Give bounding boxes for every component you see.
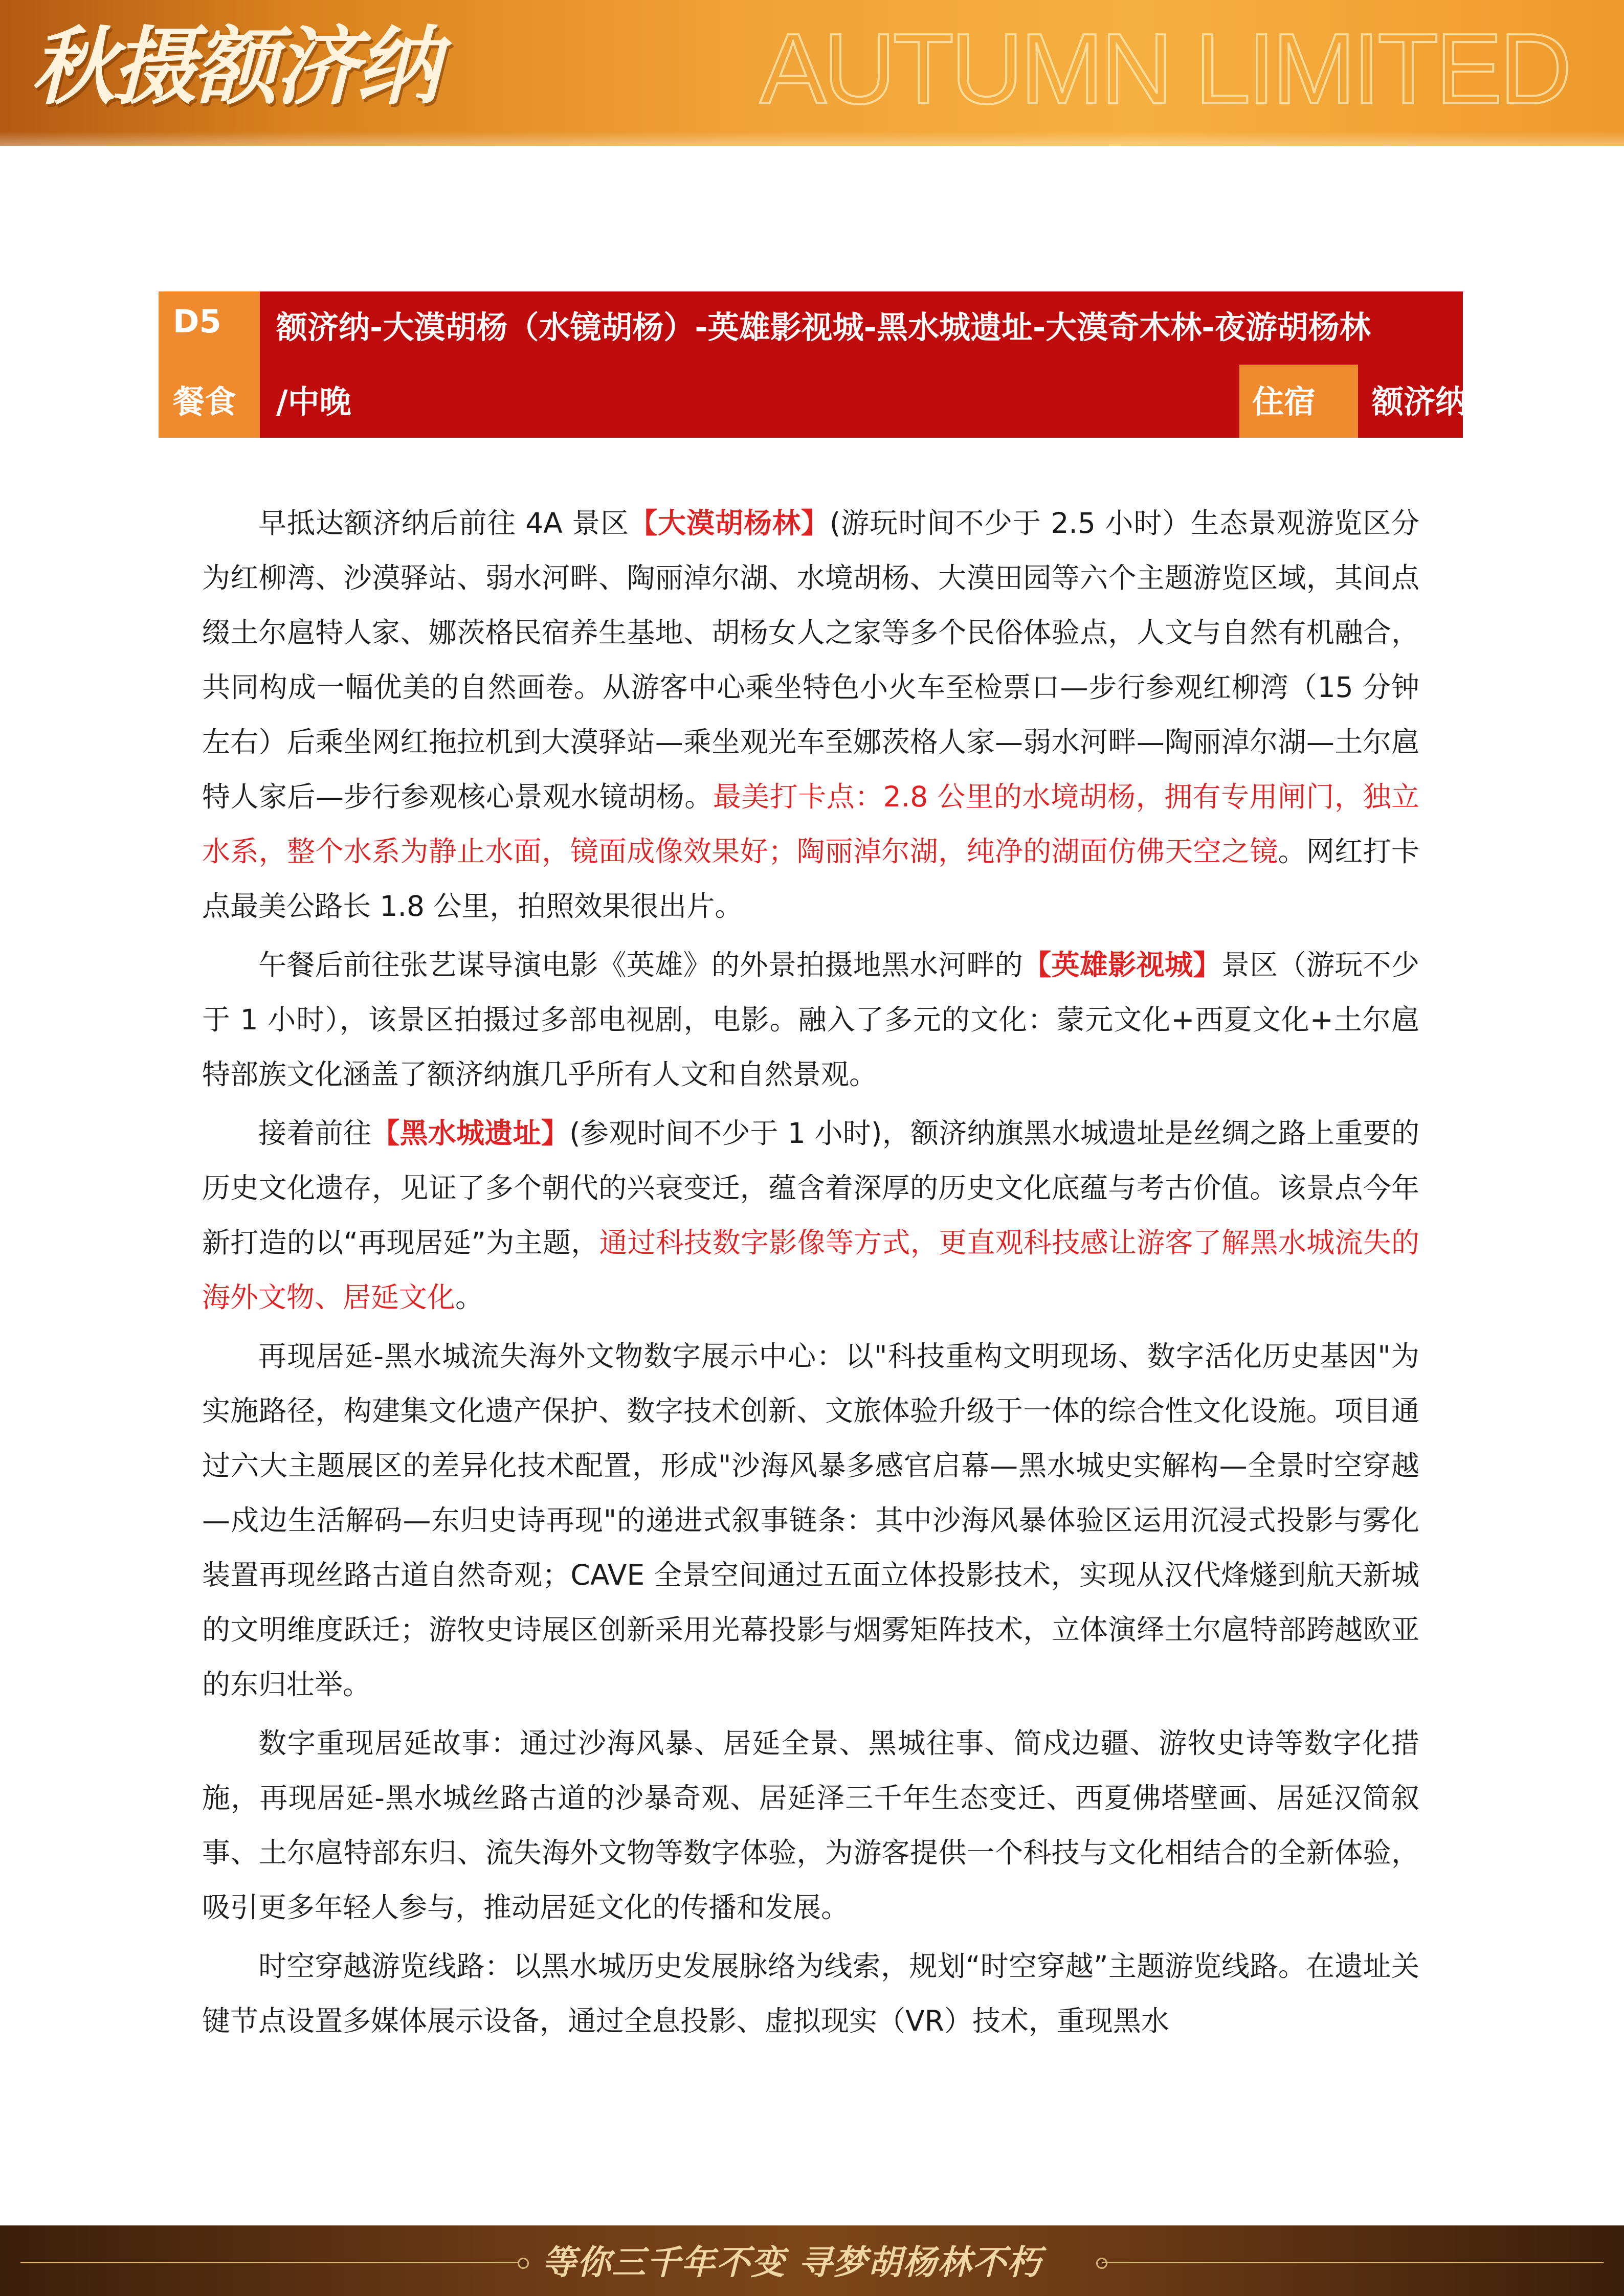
text-run: 。 [455,1281,484,1314]
highlight-text: 最美打卡点：2.8 公里的水境胡杨，拥有专用闸门，独立水系，整个水系为静止水面，镜面成像效果好；陶丽淖尔湖，纯净的湖面仿佛天空之镜 [202,780,1419,868]
highlight-text: 通过科技数字影像等方式，更直观科技感让游客了解黑水城流失的海外文物、居延文化 [202,1226,1419,1314]
text-run: 接着前往 [258,1117,372,1150]
text-run: 午餐后前往张艺谋导演电影《英雄》的外景拍摄地黑水河畔的 [258,949,1024,981]
attraction-name: 【英雄影视城】 [1023,949,1221,981]
text-run: 景区（游玩不少于 1 小时），该景区拍摄过多部电视剧，电影。融入了多元的文化：蒙元文化+西夏文化+土尔扈特部族文化涵盖了额济纳旗几乎所有人文和自然景观。 [202,949,1419,1091]
footer-dot-left [518,2258,529,2269]
paragraph-heishui-city [202,1106,1419,1325]
route-title: 额济纳-大漠胡杨（水镜胡杨）-英雄影视城-黑水城遗址-大漠奇木林-夜游胡杨林 [276,309,1371,346]
brand-title: 秋摄额济纳 [31,17,437,116]
header-banner [0,0,1624,146]
text-run: (游玩时间不少于 2.5 小时）生态景观游览区分为红柳湾、沙漠驿站、弱水河畔、陶丽淖尔湖、水境胡杨、大漠田园等六个主题游览区域，其间点缀土尔扈特人家、娜茨格民宿养生基地、胡杨女人之家等多个民俗体验点，人文与自然有机融合，共同构成一幅优美的自然画卷。从游客中心乘坐特色小火车至检票口—步行参观红柳湾（15 分钟左右）后乘坐网红拖拉机到大漠驿站—乘坐观光车至娜茨格人家—弱水河畔—陶丽淖尔湖—土尔扈特人家后—步行参观核心景观水镜胡杨。 [202,507,1419,813]
footer-divider-left [20,2262,522,2263]
itinerary-description [202,496,1419,2053]
footer-slogan: 等你三千年不变 寻梦胡杨林不朽 [542,2242,1042,2282]
text-run: 早抵达额济纳后前往 4A 景区 [258,507,630,539]
footer-divider-right [1102,2262,1604,2263]
text-run: 。网红打卡点最美公路长 1.8 公里，拍照效果很出片。 [202,835,1419,922]
day-code: D5 [173,303,221,340]
paragraph-desert-poplar [202,496,1419,934]
watermark-text: AUTUMN LIMITED [760,13,1569,125]
stay-label: 住宿 [1252,383,1316,420]
attraction-name: 【大漠胡杨林】 [629,507,830,539]
paragraph-time-travel-route: 时空穿越游览线路：以黑水城历史发展脉络为线索，规划“时空穿越”主题游览线路。在遗址关键节点设置多媒体展示设备，通过全息投影、虚拟现实（VR）技术，重现黑水 [202,1950,1419,2037]
footer-banner [0,2225,1624,2296]
stay-value: 额济纳 [1372,383,1467,420]
meal-value: /中晚 [276,383,351,420]
meal-label: 餐食 [173,383,237,420]
paragraph-digital-center: 再现居延-黑水城流失海外文物数字展示中心：以"科技重构文明现场、数字活化历史基因"为实施路径，构建集文化遗产保护、数字技术创新、文旅体验升级于一体的综合性文化设施。项目通过六大主题展区的差异化技术配置，形成"沙海风暴多感官启幕—黑水城史实解构—全景时空穿越—戍边生活解码—东归史诗再现"的递进式叙事链条：其中沙海风暴体验区运用沉浸式投影与雾化装置再现丝路古道自然奇观；CAVE 全景空间通过五面立体投影技术，实现从汉代烽燧到航天新城的文明维度跃迁；游牧史诗展区创新采用光幕投影与烟雾矩阵技术，立体演绎土尔扈特部跨越欧亚的东归壮举。 [202,1340,1419,1701]
paragraph-digital-story: 数字重现居延故事：通过沙海风暴、居延全景、黑城往事、简戍边疆、游牧史诗等数字化措施，再现居延-黑水城丝路古道的沙暴奇观、居延泽三千年生态变迁、西夏佛塔壁画、居延汉简叙事、土尔扈特部东归、流失海外文物等数字体验，为游客提供一个科技与文化相结合的全新体验，吸引更多年轻人参与，推动居延文化的传播和发展。 [202,1727,1419,1924]
paragraph-hero-film-city [202,938,1419,1102]
itinerary-title-bar [159,291,1467,438]
attraction-name: 【黑水城遗址】 [371,1117,570,1150]
footer-dot-right [1096,2258,1107,2269]
text-run: (参观时间不少于 1 小时)，额济纳旗黑水城遗址是丝绸之路上重要的历史文化遗存，见证了多个朝代的兴衰变迁，蕴含着深厚的历史文化底蕴与考古价值。该景点今年新打造的以“再现居延”为主题， [202,1117,1419,1259]
